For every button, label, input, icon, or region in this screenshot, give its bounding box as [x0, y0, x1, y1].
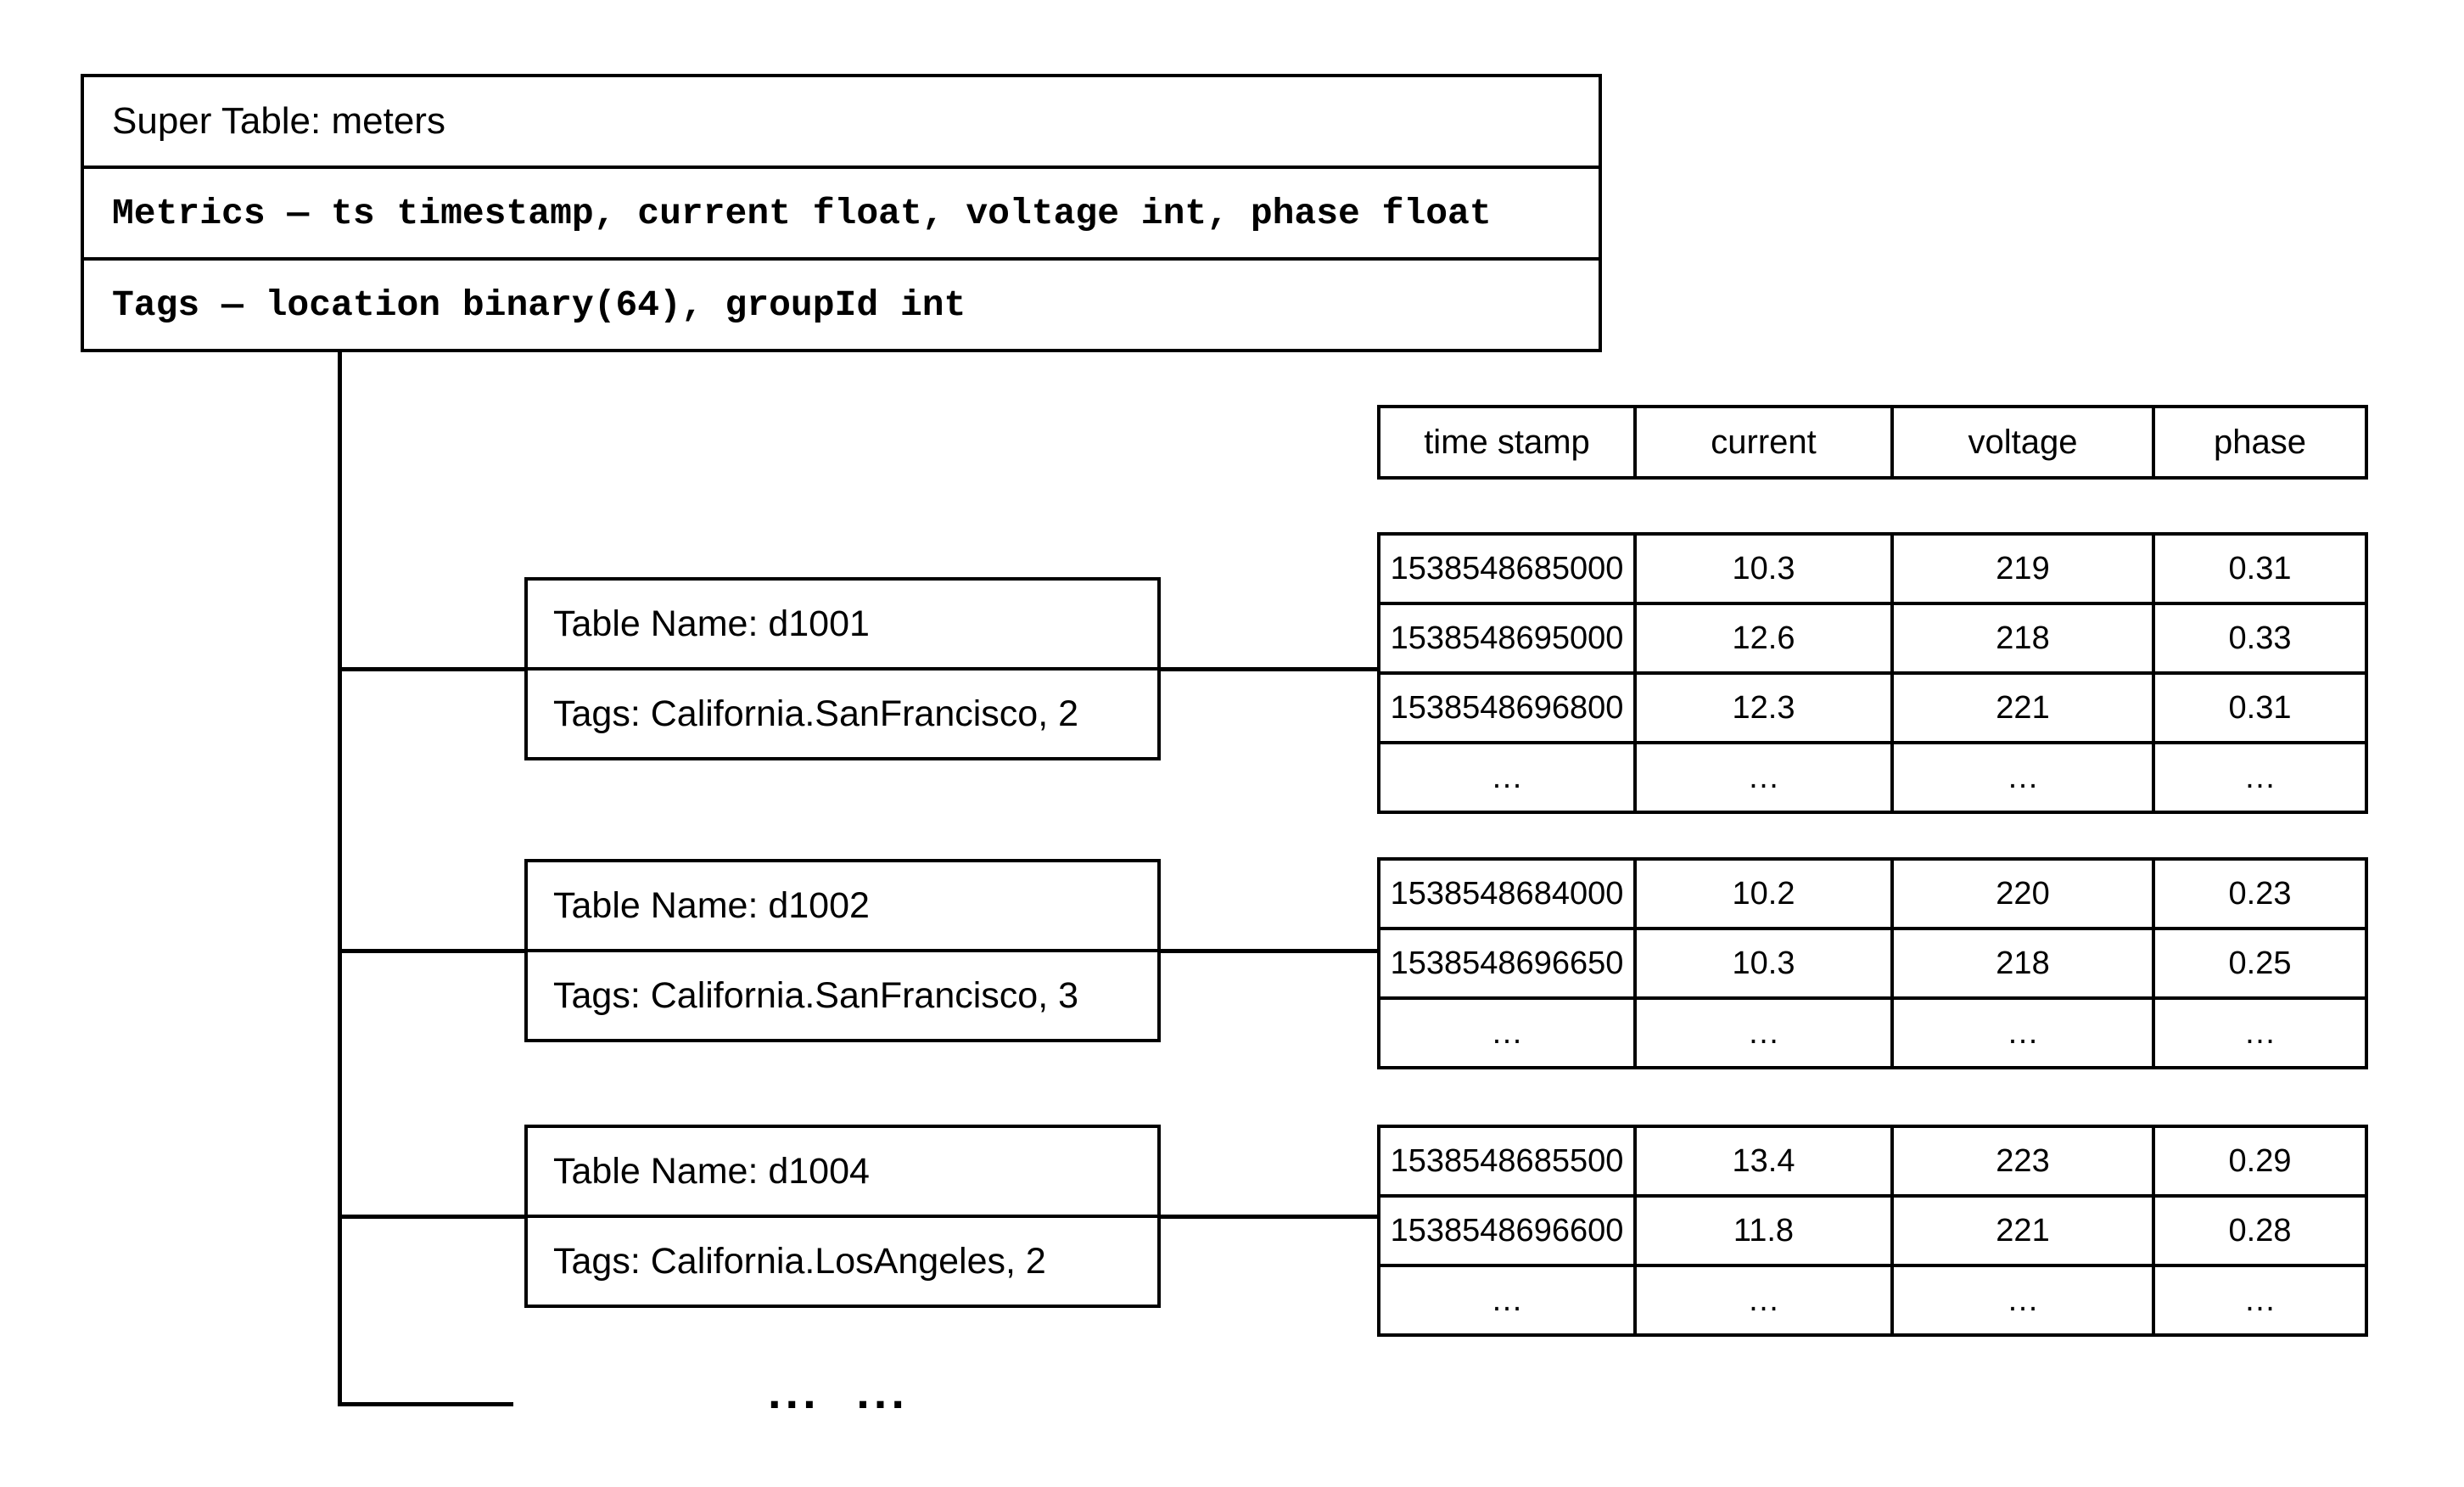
table-cell: …	[2152, 1267, 2365, 1333]
branch-line-d1001	[339, 667, 524, 671]
branch-line-d1004	[339, 1215, 524, 1219]
table-cell: …	[1633, 1000, 1890, 1066]
table-cell: 223	[1890, 1128, 2152, 1194]
table-cell: 0.31	[2152, 675, 2365, 741]
table-cell: 1538548684000	[1390, 875, 1624, 912]
table-cell: 10.3	[1633, 536, 1890, 602]
table-cell: 218	[1890, 605, 2152, 671]
table-cell: 0.28	[2152, 1198, 2365, 1264]
subtable-box-d1001	[524, 577, 1161, 760]
table-cell: 221	[1890, 675, 2152, 741]
table-cell: 1538548696650	[1390, 945, 1624, 981]
table-row	[1380, 602, 2365, 671]
more-tables-ellipsis: ... ...	[768, 1365, 909, 1418]
table-cell: 1538548685500	[1390, 1142, 1624, 1179]
table-cell: 10.3	[1633, 930, 1890, 996]
table-cell: 0.31	[2152, 536, 2365, 602]
subtable-tags: Tags: California.SanFrancisco, 3	[553, 974, 1079, 1016]
subtable-box-d1002	[524, 859, 1161, 1042]
column-header-row	[1377, 405, 2368, 480]
table-cell: 1538548696800	[1390, 689, 1624, 726]
subtable-name: Table Name: d1004	[528, 1128, 1157, 1218]
table-row-ellipsis	[1380, 996, 2365, 1066]
table-cell: 0.25	[2152, 930, 2365, 996]
table-row-ellipsis	[1380, 741, 2365, 811]
subtable-name: Table Name: d1001	[528, 581, 1157, 671]
table-cell: 1538548696600	[1390, 1212, 1624, 1249]
connector-d1002-table	[1161, 949, 1377, 953]
subtable-name: Table Name: d1002	[528, 862, 1157, 952]
table-row	[1380, 1194, 2365, 1264]
table-cell: …	[1890, 1000, 2152, 1066]
table-cell: …	[2152, 1000, 2365, 1066]
connector-d1004-table	[1161, 1215, 1377, 1219]
table-cell: 0.33	[2152, 605, 2365, 671]
table-cell: 218	[1890, 930, 2152, 996]
table-cell: 0.29	[2152, 1128, 2365, 1194]
table-cell: 221	[1890, 1198, 2152, 1264]
subtable-box-d1004	[524, 1125, 1161, 1308]
table-row	[1380, 927, 2365, 996]
column-header-current: current	[1633, 408, 1890, 476]
trunk-line	[338, 351, 342, 1406]
table-cell: 13.4	[1633, 1128, 1890, 1194]
table-cell: …	[1890, 1267, 2152, 1333]
table-cell: 10.2	[1633, 861, 1890, 927]
table-row	[1380, 671, 2365, 741]
table-cell: 1538548695000	[1390, 620, 1624, 656]
table-cell: 1538548685000	[1390, 550, 1624, 586]
table-cell: …	[1491, 1014, 1523, 1051]
subtable-tags: Tags: California.LosAngeles, 2	[553, 1240, 1046, 1282]
table-row	[1380, 536, 2365, 602]
header-row	[1380, 408, 2365, 476]
super-table-metrics: Metrics — ts timestamp, current float, voltage int, phase float	[84, 169, 1599, 261]
super-table-tags: Tags — location binary(64), groupId int	[112, 283, 966, 326]
table-cell: …	[1890, 744, 2152, 811]
table-cell: …	[1633, 744, 1890, 811]
table-cell: 12.3	[1633, 675, 1890, 741]
table-cell: …	[1633, 1267, 1890, 1333]
connector-d1001-table	[1161, 667, 1377, 671]
column-header-phase: phase	[2152, 408, 2365, 476]
column-header-voltage: voltage	[1890, 408, 2152, 476]
table-row	[1380, 1128, 2365, 1194]
branch-line-more	[338, 1402, 513, 1406]
table-cell: …	[1491, 759, 1523, 795]
data-table-d1002	[1377, 857, 2368, 1069]
table-cell: …	[1491, 1282, 1523, 1318]
table-cell: 11.8	[1633, 1198, 1890, 1264]
table-cell: …	[2152, 744, 2365, 811]
table-cell: 219	[1890, 536, 2152, 602]
table-row-ellipsis	[1380, 1264, 2365, 1333]
super-table-box	[81, 74, 1602, 352]
table-cell: 0.23	[2152, 861, 2365, 927]
super-table-title: Super Table: meters	[84, 77, 1599, 169]
subtable-tags: Tags: California.SanFrancisco, 2	[553, 693, 1079, 734]
data-table-d1004	[1377, 1125, 2368, 1337]
column-header-timestamp: time stamp	[1424, 423, 1590, 461]
table-cell: 12.6	[1633, 605, 1890, 671]
table-row	[1380, 861, 2365, 927]
branch-line-d1002	[339, 949, 524, 953]
table-cell: 220	[1890, 861, 2152, 927]
data-table-d1001	[1377, 532, 2368, 814]
